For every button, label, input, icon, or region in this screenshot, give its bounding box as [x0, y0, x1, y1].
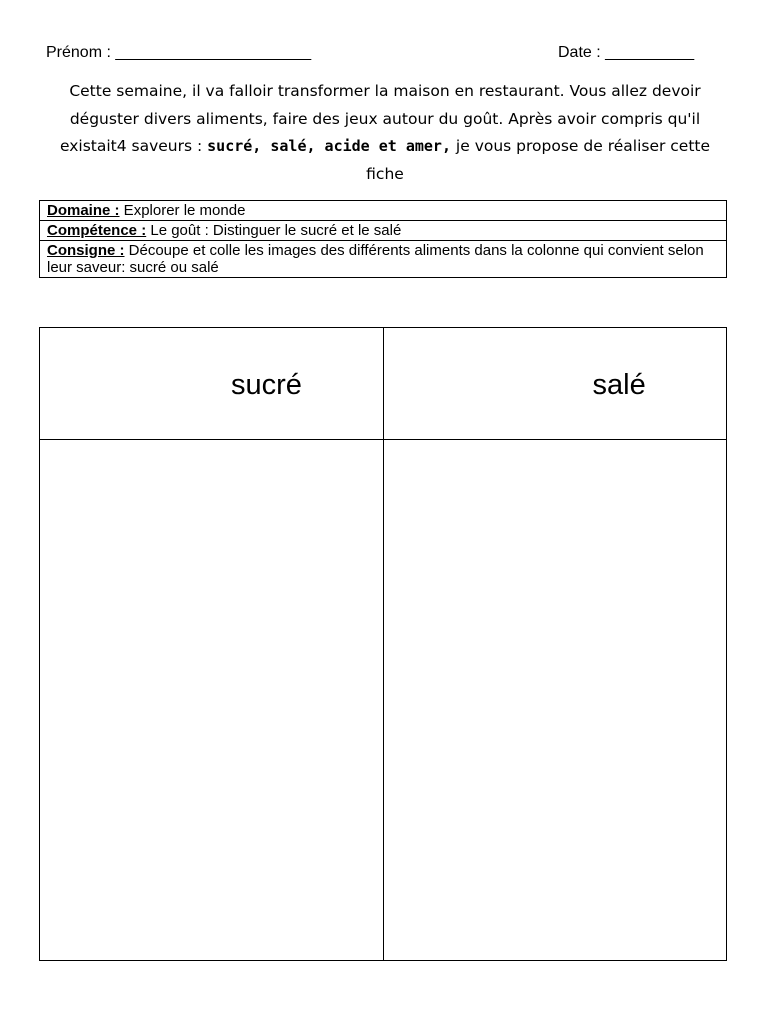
column-sucre-label: sucré: [231, 369, 302, 401]
info-table: [39, 200, 727, 278]
sorting-body-row: [40, 440, 727, 961]
prenom-field: [46, 44, 311, 62]
intro-text-end: je vous propose de réaliser cette fiche: [366, 137, 711, 183]
consigne-value: Découpe et colle les images des différents aliments dans la colonne qui convient selon leur saveur: sucré ou salé: [47, 242, 704, 276]
prenom-line[interactable]: ______________________: [115, 44, 312, 61]
consigne-row: [40, 241, 727, 278]
date-line[interactable]: __________: [605, 44, 695, 61]
consigne-label: Consigne :: [47, 242, 125, 259]
intro-paragraph: [40, 78, 730, 188]
domaine-value: Explorer le monde: [119, 202, 246, 219]
sorting-table: [39, 327, 727, 961]
sorting-header-row: [40, 328, 727, 440]
column-sale-label: salé: [592, 369, 646, 401]
date-field: [558, 44, 694, 62]
domaine-row: [40, 201, 727, 221]
competence-row: [40, 221, 727, 241]
intro-flavors: sucré, salé, acide et amer,: [207, 137, 451, 155]
intro-text: Cette semaine, il va falloir transformer la maison en restaurant. Vous allez devoir déguster divers aliments, faire des jeux autour du goût. Après avoir compris qu'il existait4 saveurs :: [59, 82, 701, 155]
prenom-label: Prénom :: [46, 44, 111, 61]
date-label: Date :: [558, 44, 601, 61]
competence-value: Le goût : Distinguer le sucré et le salé: [146, 222, 402, 239]
competence-label: Compétence :: [47, 222, 147, 239]
column-header-sucre: [40, 328, 384, 440]
column-body-sale[interactable]: [383, 440, 727, 961]
column-body-sucre[interactable]: [40, 440, 384, 961]
domaine-label: Domaine :: [47, 202, 120, 219]
column-header-sale: [383, 328, 727, 440]
